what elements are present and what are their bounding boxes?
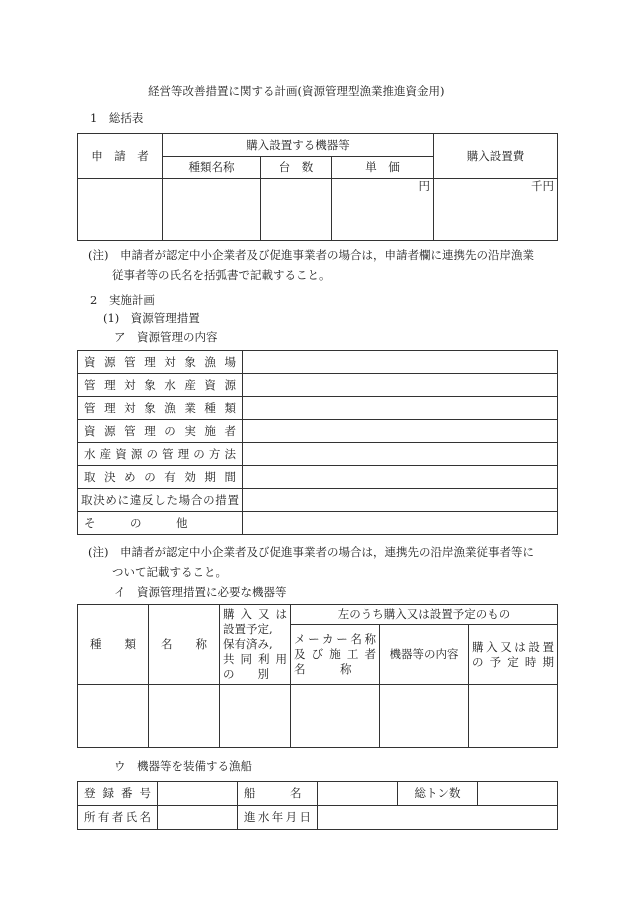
maker-line: 及び施工者 xyxy=(294,647,376,661)
subsection-a-heading: ア 資源管理の内容 xyxy=(114,330,218,344)
ship-name-label: 船 名 xyxy=(238,782,318,806)
equipment-table xyxy=(77,604,558,748)
mgmt-value xyxy=(243,351,558,374)
name-header: 名 称 xyxy=(149,605,220,685)
mgmt-label: そ の 他 xyxy=(78,512,243,535)
status-line: 保有済み, xyxy=(223,637,273,651)
tonnage-label: 総トン数 xyxy=(398,782,478,806)
mgmt-label: 管理対象水産資源 xyxy=(78,374,243,397)
kind-cell xyxy=(78,685,149,748)
mgmt-label: 資源管理対象漁場 xyxy=(78,351,243,374)
mgmt-value xyxy=(243,374,558,397)
thousand-yen-unit: 千円 xyxy=(531,179,555,193)
content-cell xyxy=(380,685,469,748)
unit-price-header: 単 価 xyxy=(332,157,434,179)
maker-line: 名 称 xyxy=(294,662,352,676)
owner-label: 所有者氏名 xyxy=(78,806,158,830)
note-2-line-1: (注) 申請者が認定中小企業者及び促進事業者の場合は，連携先の沿岸漁業従事者等に xyxy=(88,545,534,559)
tonnage-value xyxy=(478,782,558,806)
mgmt-value xyxy=(243,489,558,512)
note-1-line-1: (注) 申請者が認定中小企業者及び促進事業者の場合は，申請者欄に連携先の沿岸漁業 xyxy=(88,248,534,262)
mgmt-value xyxy=(243,397,558,420)
type-name-cell xyxy=(163,179,261,241)
owner-value xyxy=(158,806,238,830)
applicant-cell xyxy=(78,179,163,241)
content-header: 機器等の内容 xyxy=(380,625,469,685)
schedule-line: の予定時期 xyxy=(472,654,555,669)
status-line: 購入又は xyxy=(223,607,287,621)
status-line: 共同利用 xyxy=(223,652,287,666)
subsection-i-heading: イ 資源管理措置に必要な機器等 xyxy=(114,585,287,599)
unit-price-cell xyxy=(332,179,434,241)
status-header xyxy=(220,605,291,685)
mgmt-label: 管理対象漁業種類 xyxy=(78,397,243,420)
mgmt-value xyxy=(243,443,558,466)
resource-management-table xyxy=(77,350,558,535)
launch-date-label: 進水年月日 xyxy=(238,806,318,830)
subsection-u-heading: ウ 機器等を装備する漁船 xyxy=(114,759,252,773)
schedule-header xyxy=(469,625,558,685)
status-line: の 別 xyxy=(223,667,269,681)
maker-cell xyxy=(291,685,380,748)
status-line: 設置予定, xyxy=(223,622,273,636)
summary-table xyxy=(77,133,558,241)
cost-cell xyxy=(434,179,558,241)
cost-header: 購入設置費 xyxy=(434,134,558,179)
applicant-header: 申 請 者 xyxy=(78,134,163,179)
type-name-header: 種類名称 xyxy=(163,157,261,179)
section-1-heading: 1 総括表 xyxy=(90,111,144,125)
equipment-group-header: 購入設置する機器等 xyxy=(163,134,434,157)
status-cell xyxy=(220,685,291,748)
mgmt-label: 資源管理の実施者 xyxy=(78,420,243,443)
launch-date-value xyxy=(318,806,558,830)
name-cell xyxy=(149,685,220,748)
subsection-1-heading: (1) 資源管理措置 xyxy=(103,311,200,325)
note-1-line-2: 従事者等の氏名を括弧書で記載すること。 xyxy=(112,268,331,282)
planned-group-header: 左のうち購入又は設置予定のもの xyxy=(291,605,558,625)
mgmt-label: 取決めの有効期間 xyxy=(78,466,243,489)
mgmt-value xyxy=(243,466,558,489)
reg-no-value xyxy=(158,782,238,806)
boat-table xyxy=(77,781,558,830)
quantity-header: 台 数 xyxy=(261,157,332,179)
mgmt-value xyxy=(243,420,558,443)
note-2-line-2: ついて記載すること。 xyxy=(112,565,227,579)
schedule-line: 購入又は設置 xyxy=(472,639,555,654)
schedule-cell xyxy=(469,685,558,748)
mgmt-label: 水産資源の管理の方法 xyxy=(78,443,243,466)
section-2-heading: 2 実施計画 xyxy=(90,293,155,307)
maker-header xyxy=(291,625,380,685)
mgmt-label: 取決めに違反した場合の措置 xyxy=(78,489,243,512)
mgmt-value xyxy=(243,512,558,535)
kind-header: 種 類 xyxy=(78,605,149,685)
document-title: 経営等改善措置に関する計画(資源管理型漁業推進資金用) xyxy=(148,84,445,98)
quantity-cell xyxy=(261,179,332,241)
reg-no-label: 登録番号 xyxy=(78,782,158,806)
ship-name-value xyxy=(318,782,398,806)
yen-unit: 円 xyxy=(418,179,431,193)
maker-line: メーカー名称 xyxy=(294,632,376,646)
